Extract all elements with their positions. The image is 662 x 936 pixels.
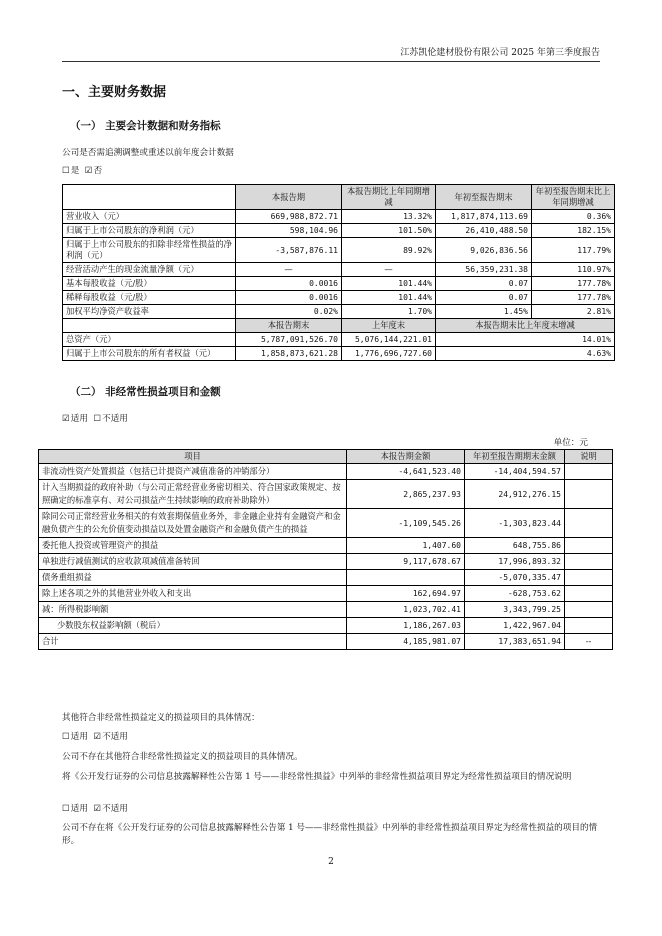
header-cell: 本报告期	[236, 185, 342, 210]
option-applicable: 适用	[70, 414, 88, 424]
option-no: 否	[93, 166, 103, 176]
header-cell: 年初至报告期期末金额	[465, 450, 565, 464]
value-cell: 89.92%	[342, 238, 436, 263]
restate-options	[62, 165, 102, 178]
amount-cell: -628,753.62	[465, 586, 565, 602]
option-not-applicable: 不适用	[102, 804, 128, 814]
value-cell: 2.81%	[532, 305, 615, 319]
value-cell: 0.07	[436, 291, 532, 305]
non-recurring-items-table	[38, 449, 613, 650]
table-row	[63, 305, 615, 319]
amount-cell: 1,186,267.03	[347, 618, 465, 634]
item-cell: 委托他人投资或管理资产的损益	[39, 538, 347, 554]
checkbox-unchecked-icon: ☐	[62, 166, 70, 176]
subsection-title-2: （二） 非经常性损益项目和金额	[70, 386, 221, 398]
header-cell: 本报告期比上年同期增减	[342, 185, 436, 210]
subsection-title-1: （一） 主要会计数据和财务指标	[70, 120, 221, 132]
value-cell: 110.97%	[532, 263, 615, 277]
table-row	[63, 224, 615, 238]
row-label-cell: 加权平均净资产收益率	[63, 305, 236, 319]
value-cell: —	[236, 263, 342, 277]
item-cell: 合计	[39, 634, 347, 650]
amount-cell: 9,117,678.67	[347, 554, 465, 570]
value-cell: 13.32%	[342, 210, 436, 224]
row-label-cell: 总资产（元）	[63, 333, 236, 347]
amount-cell: 24,912,276.15	[465, 480, 565, 509]
value-cell: 1.45%	[436, 305, 532, 319]
amount-cell: 3,343,799.25	[465, 602, 565, 618]
value-cell: 9,026,836.56	[436, 238, 532, 263]
note-cell	[565, 554, 613, 570]
value-cell: 117.79%	[532, 238, 615, 263]
table-row	[39, 480, 613, 509]
row-label-cell: 稀释每股收益（元/股）	[63, 291, 236, 305]
explanation-text: 将《公开发行证券的公司信息披露解释性公告第 1 号——非经常性损益》中列举的非经常性损益项目界定为经常性损益项目的情况说明	[62, 772, 572, 782]
value-cell: 0.02%	[236, 305, 342, 319]
note-cell	[565, 509, 613, 538]
header-cell: 项目	[39, 450, 347, 464]
value-cell: 182.15%	[532, 224, 615, 238]
header-cell: 本报告期金额	[347, 450, 465, 464]
table-row	[39, 602, 613, 618]
note-cell	[565, 570, 613, 586]
value-cell: 101.44%	[342, 291, 436, 305]
table-row	[39, 509, 613, 538]
note-cell	[565, 480, 613, 509]
note-cell	[565, 618, 613, 634]
item-cell: 除上述各项之外的其他营业外收入和支出	[39, 586, 347, 602]
checkbox-checked-icon: ☑	[93, 732, 102, 742]
checkbox-unchecked-icon: ☐	[62, 732, 70, 742]
value-cell: 598,104.96	[236, 224, 342, 238]
value-cell: 1.70%	[342, 305, 436, 319]
page-header: 江苏凯伦建材股份有限公司 2025 年第三季度报告	[62, 45, 600, 62]
row-label-cell: 营业收入（元）	[63, 210, 236, 224]
no-other-items-text: 公司不存在其他符合非经常性损益定义的损益项目的具体情况。	[62, 752, 303, 762]
value-cell: 177.78%	[532, 291, 615, 305]
header-cell	[63, 185, 236, 210]
item-cell: 非流动性资产处置损益（包括已计提资产减值准备的冲销部分）	[39, 464, 347, 480]
other-items-text: 其他符合非经常性损益定义的损益项目的具体情况：	[62, 713, 260, 723]
table-header-row	[39, 450, 613, 464]
table-row	[63, 263, 615, 277]
amount-cell: 648,755.86	[465, 538, 565, 554]
table-subheader-row	[63, 319, 615, 333]
value-cell: 14.01%	[436, 333, 615, 347]
amount-cell: 17,383,651.94	[465, 634, 565, 650]
row-label-cell: 经营活动产生的现金流量净额（元）	[63, 263, 236, 277]
row-label-cell: 归属于上市公司股东的扣除非经常性损益的净利润（元）	[63, 238, 236, 263]
header-cell: 上年度末	[342, 319, 436, 333]
amount-cell: -1,109,545.26	[347, 509, 465, 538]
header-cell: 说明	[565, 450, 613, 464]
value-cell: 5,787,091,526.70	[236, 333, 342, 347]
note-cell	[565, 538, 613, 554]
table-row	[39, 634, 613, 650]
unit-label: 单位：元	[553, 438, 588, 448]
amount-cell: -1,303,823.44	[465, 509, 565, 538]
header-cell: 本报告期末比上年度末增减	[436, 319, 615, 333]
table-row	[63, 238, 615, 263]
value-cell: 56,359,231.38	[436, 263, 532, 277]
key-financial-data-table	[62, 184, 615, 361]
value-cell: 101.50%	[342, 224, 436, 238]
amount-cell: 17,996,893.32	[465, 554, 565, 570]
table-row	[63, 277, 615, 291]
value-cell: 1,858,873,621.28	[236, 347, 342, 361]
value-cell: 101.44%	[342, 277, 436, 291]
checkbox-unchecked-icon: ☐	[93, 414, 102, 424]
option-not-applicable: 不适用	[102, 414, 128, 424]
applicable-options-2	[62, 731, 128, 744]
table-row	[39, 554, 613, 570]
table-row	[63, 333, 615, 347]
amount-cell: 162,694.97	[347, 586, 465, 602]
table-row	[63, 291, 615, 305]
table-row	[63, 347, 615, 361]
value-cell: 0.07	[436, 277, 532, 291]
page-number: 2	[328, 857, 334, 867]
option-not-applicable: 不适用	[102, 732, 128, 742]
header-cell: 年初至报告期末比上年同期增减	[532, 185, 615, 210]
value-cell: 5,076,144,221.01	[342, 333, 436, 347]
note-cell	[565, 464, 613, 480]
value-cell: 1,817,874,113.69	[436, 210, 532, 224]
header-cell	[63, 319, 236, 333]
option-applicable: 适用	[70, 804, 88, 814]
table-row	[39, 464, 613, 480]
applicable-options-1	[62, 413, 128, 426]
amount-cell: -4,641,523.40	[347, 464, 465, 480]
checkbox-checked-icon: ☑	[93, 804, 102, 814]
checkbox-checked-icon: ☑	[62, 414, 70, 424]
value-cell: 669,988,872.71	[236, 210, 342, 224]
item-cell: 单独进行减值测试的应收款项减值准备转回	[39, 554, 347, 570]
table-row	[39, 570, 613, 586]
amount-cell: -14,404,594.57	[465, 464, 565, 480]
amount-cell: 1,422,967.04	[465, 618, 565, 634]
value-cell: 0.0016	[236, 291, 342, 305]
table-row	[39, 538, 613, 554]
value-cell: —	[342, 263, 436, 277]
final-statement-text: 公司不存在将《公开发行证券的公司信息披露解释性公告第 1 号——非经常性损益》中列举的非经常性损益项目界定为经常性损益的项目的情形。	[62, 823, 598, 846]
value-cell: 4.63%	[436, 347, 615, 361]
table-row	[39, 586, 613, 602]
amount-cell: -5,070,335.47	[465, 570, 565, 586]
amount-cell: 2,865,237.93	[347, 480, 465, 509]
value-cell: 0.0016	[236, 277, 342, 291]
checkbox-unchecked-icon: ☐	[62, 804, 70, 814]
row-label-cell: 归属于上市公司股东的净利润（元）	[63, 224, 236, 238]
item-cell: 少数股东权益影响额（税后）	[39, 618, 347, 634]
row-label-cell: 归属于上市公司股东的所有者权益（元）	[63, 347, 236, 361]
table-header-row	[63, 185, 615, 210]
item-cell: 债务重组损益	[39, 570, 347, 586]
amount-cell: 1,023,702.41	[347, 602, 465, 618]
applicable-options-3	[62, 803, 128, 816]
amount-cell: 4,185,981.07	[347, 634, 465, 650]
restate-question: 公司是否需追溯调整或重述以前年度会计数据	[62, 148, 234, 158]
header-cell: 年初至报告期末	[436, 185, 532, 210]
section-title: 一、主要财务数据	[62, 85, 167, 100]
amount-cell	[347, 570, 465, 586]
item-cell: 减：所得税影响额	[39, 602, 347, 618]
item-cell: 计入当期损益的政府补助（与公司正常经营业务密切相关、符合国家政策规定、按照确定的标准享有、对公司损益产生持续影响的政府补助除外）	[39, 480, 347, 509]
checkbox-checked-icon: ☑	[84, 166, 93, 176]
table-row	[39, 618, 613, 634]
header-cell: 本报告期末	[236, 319, 342, 333]
value-cell: 177.78%	[532, 277, 615, 291]
amount-cell: 1,407.60	[347, 538, 465, 554]
option-applicable: 适用	[70, 732, 88, 742]
value-cell: 26,410,488.50	[436, 224, 532, 238]
value-cell: 0.36%	[532, 210, 615, 224]
value-cell: -3,587,876.11	[236, 238, 342, 263]
note-cell	[565, 586, 613, 602]
value-cell: 1,776,696,727.60	[342, 347, 436, 361]
note-cell: --	[565, 634, 613, 650]
note-cell	[565, 602, 613, 618]
option-yes: 是	[70, 166, 80, 176]
row-label-cell: 基本每股收益（元/股）	[63, 277, 236, 291]
table-row	[63, 210, 615, 224]
item-cell: 除同公司正常经营业务相关的有效套期保值业务外，非金融企业持有金融资产和金融负债产生的公允价值变动损益以及处置金融资产和金融负债产生的损益	[39, 509, 347, 538]
